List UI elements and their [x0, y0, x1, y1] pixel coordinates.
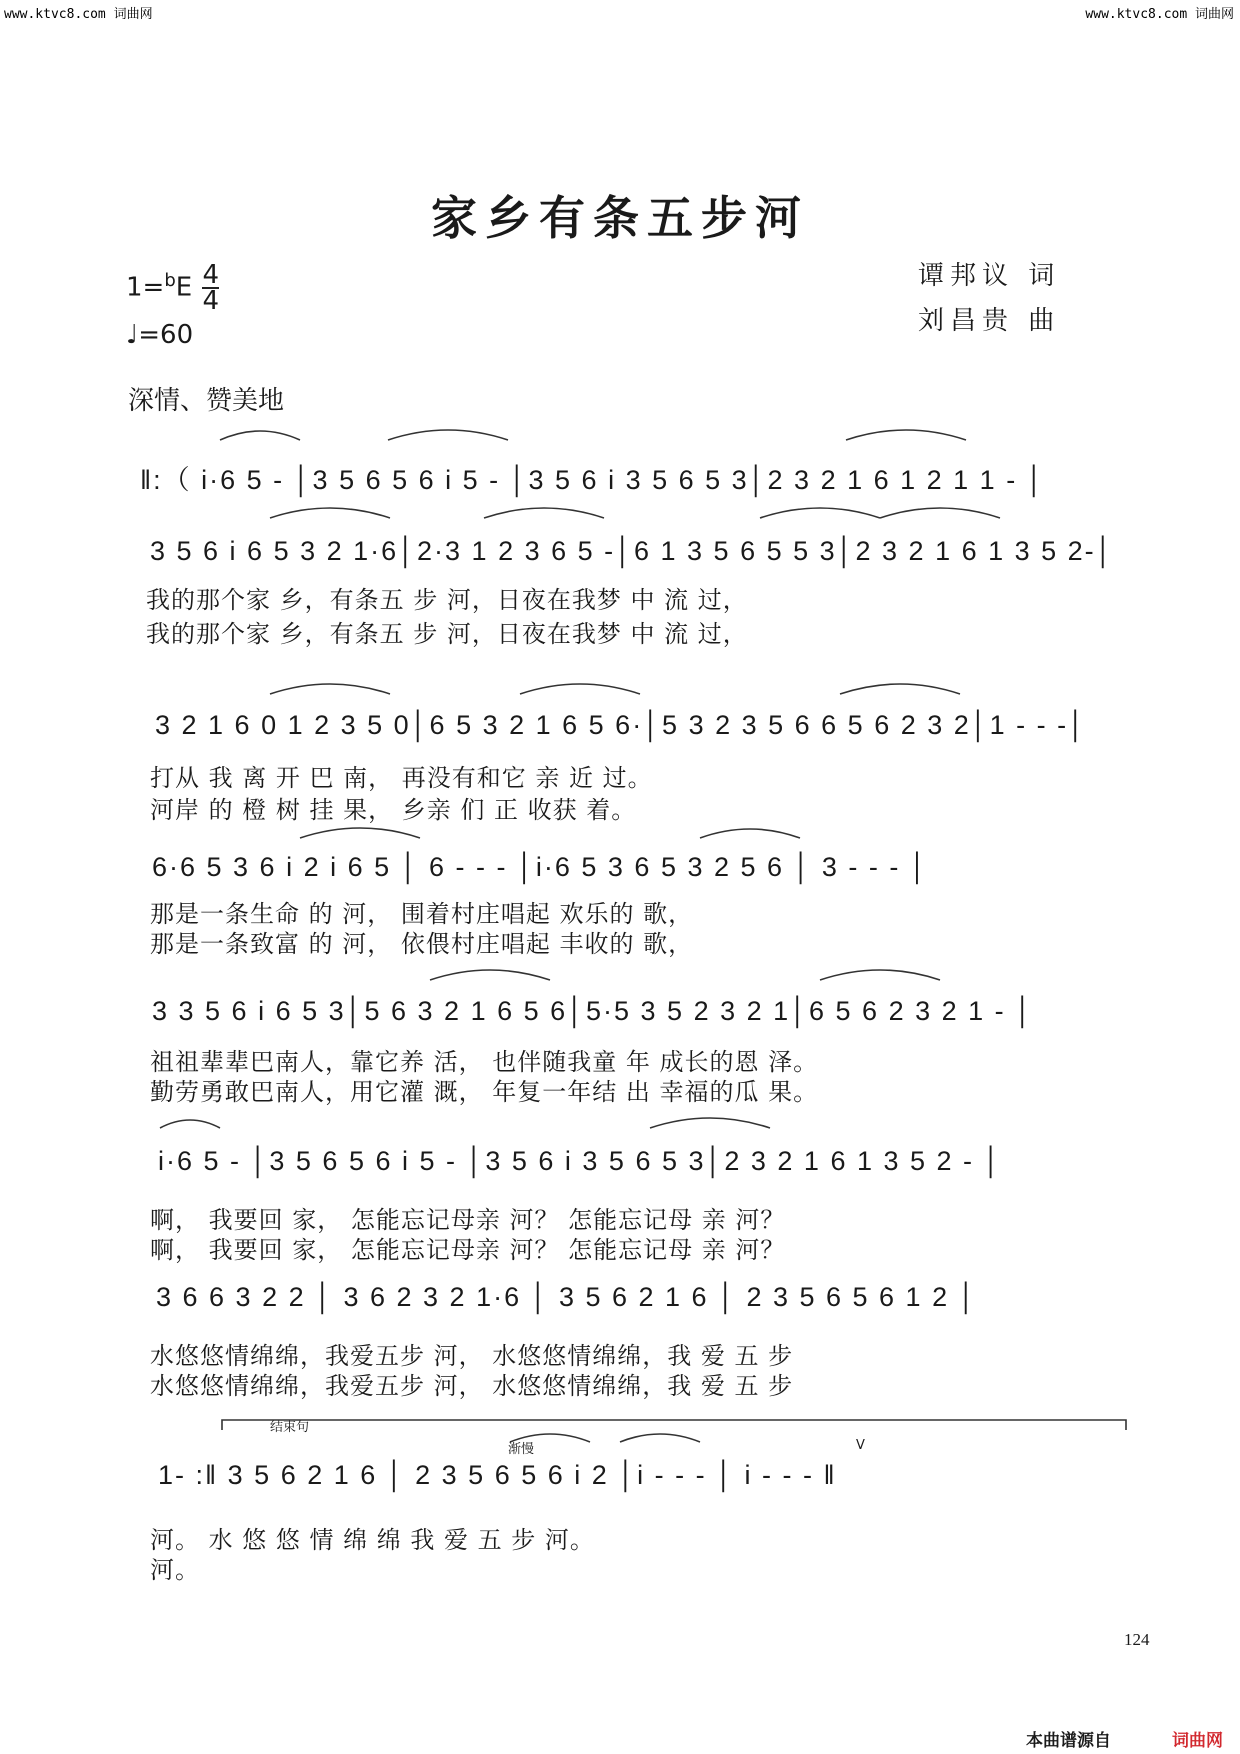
- lyric-line-4a: 那是一条生命 的 河， 围着村庄唱起 欢乐的 歌，: [150, 900, 694, 928]
- slur-10: [840, 684, 960, 694]
- ending-bracket: [222, 1420, 1126, 1430]
- ending-phrase-label: 结束句: [270, 1420, 310, 1435]
- footer-source: 本曲谱源自: [1026, 1731, 1111, 1751]
- page-title: 家乡有条五步河: [431, 191, 809, 245]
- notation-line-8: 1- :‖ 3 5 6 2 1 6 │ 2 3 5 6 5 6 i 2 │i - - - │ i - - - ‖: [158, 1460, 837, 1490]
- slur-12: [700, 829, 800, 838]
- slur-9: [520, 684, 640, 694]
- slur-8: [270, 684, 390, 694]
- notation-line-7: 3 6 6 3 2 2 │ 3 6 2 3 2 1·6 │ 3 5 6 2 1 6 │ 2 3 5 6 5 6 1 2 │: [156, 1282, 978, 1312]
- slur-17: [510, 1434, 590, 1442]
- key-flat: b: [164, 269, 176, 291]
- slur-11: [300, 828, 420, 838]
- lyric-line-3a: 打从 我 离 开 巴 南， 再没有和它 亲 近 过。: [150, 764, 653, 792]
- page-number: 124: [1124, 1630, 1150, 1649]
- lyric-line-3b: 河岸 的 橙 树 挂 果， 乡亲 们 正 收获 着。: [150, 796, 637, 824]
- notation-line-2: 3 5 6 i 6 5 3 2 1·6│2·3 1 2 3 6 5 -│6 1 3 5 6 5 5 3│2 3 2 1 6 1 3 5 2-│: [150, 536, 1115, 566]
- notation-line-4: 6·6 5 3 6 i 2 i 6 5 │ 6 - - - │i·6 5 3 6 5 3 2 5 6 │ 3 - - - │: [152, 852, 929, 882]
- lyric-line-7a: 水悠悠情绵绵，我爱五步 河， 水悠悠情绵绵，我 爱 五 步: [150, 1342, 794, 1370]
- composer-credit: 刘昌贵 曲: [918, 306, 1061, 336]
- lyric-line-5a: 祖祖辈辈巴南人，靠它养 活， 也伴随我童 年 成长的恩 泽。: [150, 1048, 819, 1076]
- lyric-line-2b: 我的那个家 乡，有条五 步 河，日夜在我梦 中 流 过，: [146, 620, 748, 648]
- time-denominator: 4: [202, 286, 220, 316]
- header-left-site[interactable]: www.ktvc8.com 词曲网: [4, 7, 153, 22]
- lyric-line-6a: 啊， 我要回 家， 怎能忘记母亲 河？ 怎能忘记母 亲 河？: [150, 1206, 786, 1234]
- slur-13: [430, 970, 550, 980]
- lyric-line-4b: 那是一条致富 的 河， 依偎村庄唱起 丰收的 歌，: [150, 930, 694, 958]
- notation-line-3: 3 2 1 6 0 1 2 3 5 0│6 5 3 2 1 6 5 6·│5 3 2 3 5 6 6 5 6 2 3 2│1 - - -│: [155, 710, 1088, 740]
- slur-1: [220, 431, 300, 440]
- lyric-line-8b: 河。: [150, 1556, 200, 1584]
- key-prefix: 1=: [126, 272, 165, 303]
- lyric-line-7b: 水悠悠情绵绵，我爱五步 河， 水悠悠情绵绵，我 爱 五 步: [150, 1372, 794, 1400]
- slur-7: [880, 508, 1000, 518]
- lyric-line-5b: 勤劳勇敢巴南人，用它灌 溉， 年复一年结 出 幸福的瓜 果。: [150, 1078, 819, 1106]
- slur-3: [846, 430, 966, 440]
- lyric-line-8a: 河。 水 悠 悠 情 绵 绵 我 爱 五 步 河。: [150, 1526, 595, 1554]
- breath-mark: V: [856, 1438, 865, 1453]
- slur-4: [270, 508, 390, 518]
- lyric-line-6b: 啊， 我要回 家， 怎能忘记母亲 河？ 怎能忘记母 亲 河？: [150, 1236, 786, 1264]
- notation-line-5: 3 3 5 6 i 6 5 3│5 6 3 2 1 6 5 6│5·5 3 5 2 3 2 1│6 5 6 2 3 2 1 - │: [152, 996, 1035, 1026]
- notation-line-1: ‖:（ i·6 5 - │3 5 6 5 6 i 5 - │3 5 6 i 3 5 6 5 3│2 3 2 1 6 1 2 1 1 - │: [140, 465, 1046, 495]
- expression-marking: 深情、赞美地: [128, 386, 285, 416]
- slur-15: [160, 1120, 220, 1128]
- footer-brand-link[interactable]: 词曲网: [1172, 1731, 1223, 1751]
- slur-5: [484, 508, 604, 518]
- ritardando-label: 渐慢: [508, 1442, 535, 1457]
- time-numerator: 4: [202, 260, 220, 290]
- lyricist-credit: 谭邦议 词: [918, 261, 1061, 291]
- slur-6: [760, 508, 880, 518]
- lyric-line-2a: 我的那个家 乡，有条五 步 河，日夜在我梦 中 流 过，: [146, 586, 748, 614]
- notation-line-6: i·6 5 - │3 5 6 5 6 i 5 - │3 5 6 i 3 5 6 5 3│2 3 2 1 6 1 3 5 2 - │: [158, 1146, 1003, 1176]
- slur-16: [650, 1118, 770, 1128]
- slur-2: [388, 430, 508, 440]
- key-note: E: [175, 272, 193, 303]
- tempo-marking: ♩=60: [126, 320, 194, 350]
- slur-18: [620, 1434, 700, 1442]
- slur-14: [820, 970, 940, 980]
- header-right-site[interactable]: www.ktvc8.com 词曲网: [1085, 7, 1234, 22]
